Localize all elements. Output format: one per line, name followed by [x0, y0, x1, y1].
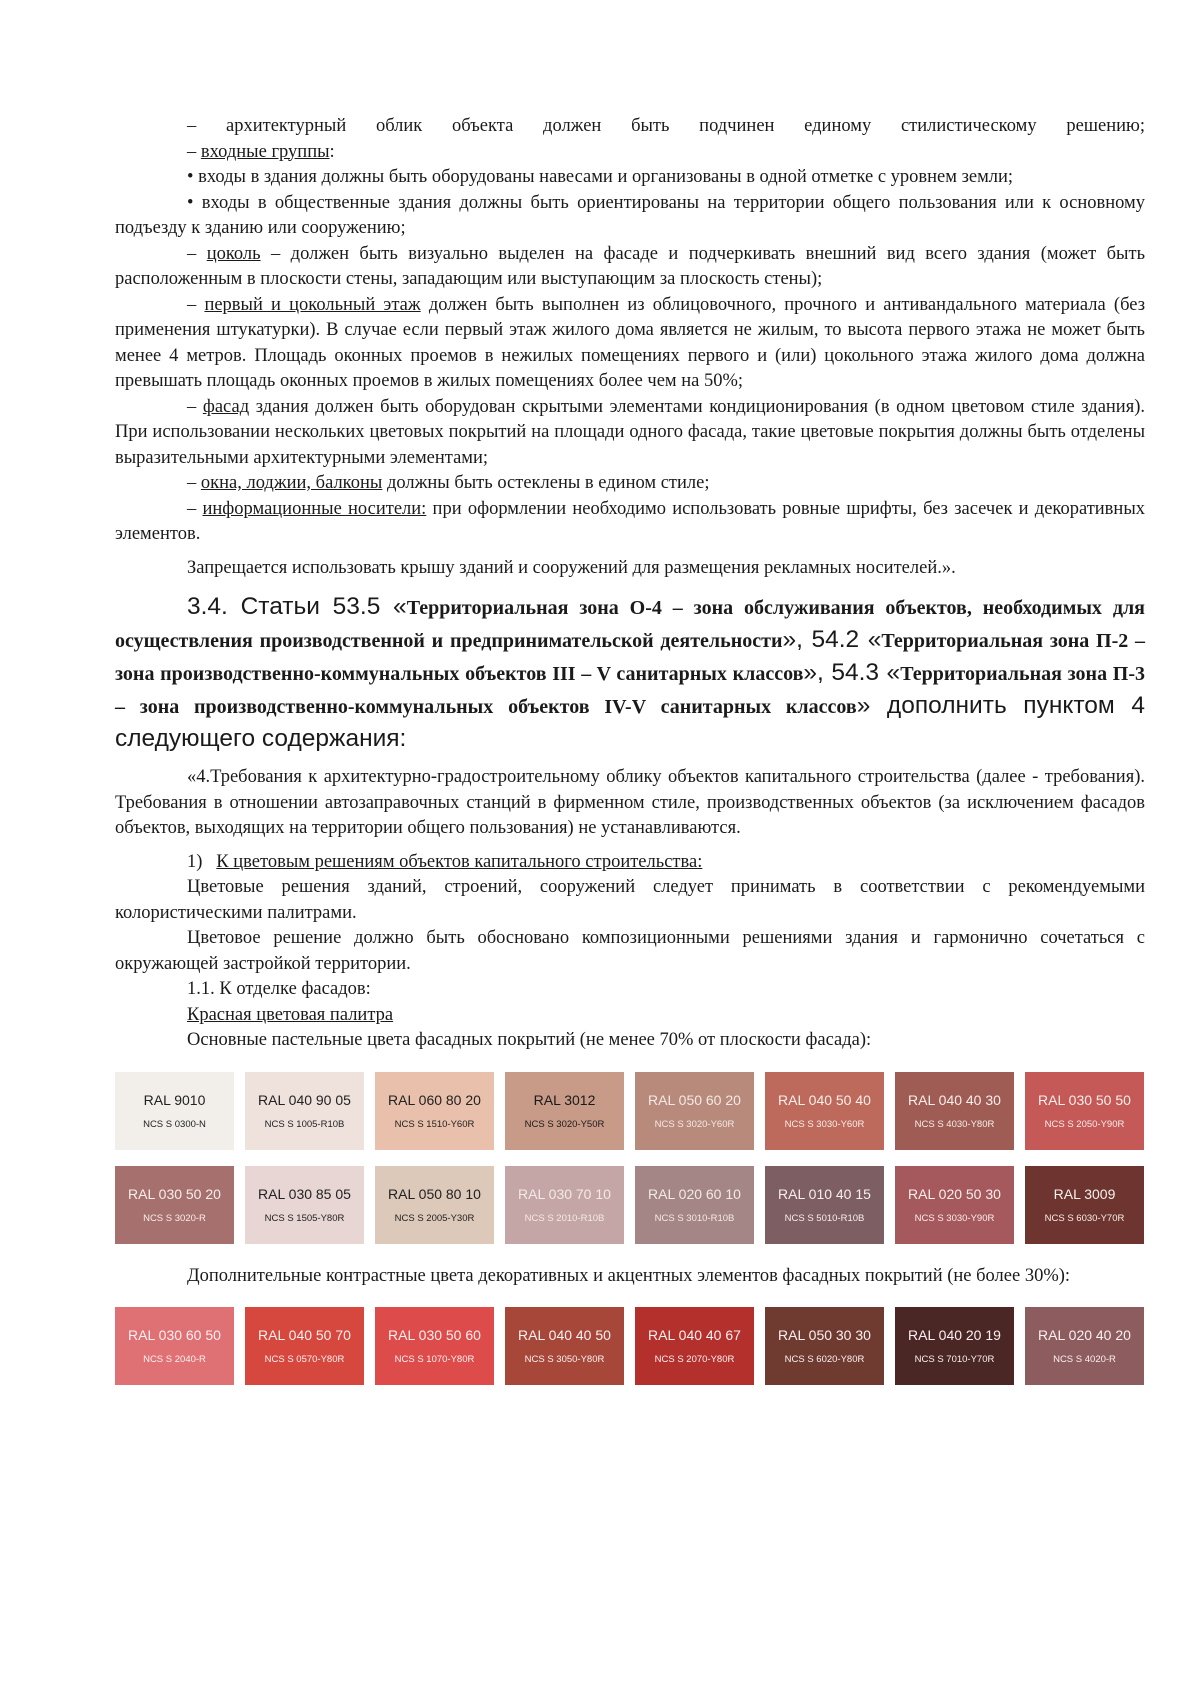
color-swatch [1025, 1072, 1144, 1150]
list-number: 1) [187, 851, 203, 872]
paragraph: – фасад здания должен быть оборудован скрытыми элементами кондиционирования (в одном цветовом стиле здания). При использовании нескольких цветовых покрытий на площади одного фасада, такие цветовые покрытия должны быть отделены выразительными архитектурными элементами; [115, 396, 1145, 468]
color-swatch [635, 1307, 754, 1385]
underlined-term: цоколь [206, 243, 261, 264]
swatch-ral-code: RAL 030 85 05 [258, 1185, 351, 1202]
underlined-term: окна, лоджии, балконы [200, 473, 383, 493]
swatch-ncs-code: NCS S 4030-Y80R [914, 1118, 995, 1130]
swatch-ncs-code: NCS S 2070-Y80R [654, 1354, 735, 1365]
paragraph [115, 1003, 1145, 1029]
color-swatch [635, 1072, 754, 1150]
paragraph: Запрещается использовать крышу зданий и сооружений для размещения рекламных носителей.». [187, 557, 956, 578]
underlined-term: Красная цветовая палитра [187, 1004, 394, 1025]
paragraph: Основные пастельные цвета фасадных покрытий (не менее 70% от плоскости фасада): [187, 1030, 872, 1050]
document-body [115, 114, 1145, 1385]
zone-title: Территориальная зона О-4 – зона обслуживания объектов, необходимых для осуществления производственной и предпринимательской деятельности [115, 597, 1145, 652]
swatch-ral-code: RAL 020 60 10 [648, 1185, 741, 1202]
swatch-ncs-code: NCS S 5010-R10B [784, 1212, 865, 1224]
swatch-ncs-code: NCS S 7010-Y70R [914, 1354, 995, 1365]
swatch-ral-code: RAL 040 50 70 [258, 1327, 351, 1343]
color-swatch [505, 1307, 624, 1385]
color-swatch [505, 1166, 624, 1244]
paragraph-text: должны быть остеклены в едином стиле; [382, 473, 710, 493]
bullet-paragraph: • входы в общественные здания должны быть ориентированы на территории общего пользования или к основному подъезду к зданию или сооружению; [115, 192, 1145, 238]
swatch-ncs-code: NCS S 2040-R [143, 1354, 206, 1365]
bullet-paragraph: • входы в здания должны быть оборудованы навесами и организованы в одной отметке с уровнем земли; [187, 167, 1014, 187]
color-swatch [765, 1166, 884, 1244]
swatch-ral-code: RAL 030 60 50 [128, 1327, 221, 1343]
color-swatch [245, 1307, 364, 1385]
paragraph: – окна, лоджии, балконы должны быть остеклены в едином стиле; [187, 473, 710, 493]
swatch-ncs-code: NCS S 0570-Y80R [264, 1354, 345, 1365]
palette-extra-row [115, 1307, 1145, 1385]
color-swatch [245, 1166, 364, 1244]
paragraph-text: : [329, 141, 335, 162]
color-swatch [115, 1166, 234, 1244]
underlined-term: первый и цокольный этаж [204, 294, 421, 315]
color-swatch [765, 1072, 884, 1150]
color-swatch [505, 1072, 624, 1150]
heading-text: 3.4. Статьи 53.5 « [187, 593, 407, 620]
swatch-ncs-code: NCS S 2050-Y90R [1044, 1118, 1125, 1130]
zone-title: Территориальная зона П-2 – зона производственно-коммунальных объектов III – V санитарных классов [115, 630, 1145, 685]
color-swatch [895, 1072, 1014, 1150]
color-swatch [765, 1307, 884, 1385]
paragraph: – информационные носители: при оформлении необходимо использовать ровные шрифты, без засечек и декоративных элементов. [115, 498, 1146, 544]
palette-main-row-2 [115, 1166, 1145, 1244]
swatch-ncs-code: NCS S 1070-Y80R [394, 1354, 475, 1365]
paragraph: 1.1. К отделке фасадов: [187, 979, 371, 999]
paragraph: – архитектурный облик объекта должен быть подчинен единому стилистическому решению; [187, 116, 1146, 136]
paragraph: – входные группы: [187, 141, 335, 162]
color-swatch [375, 1072, 494, 1150]
heading-text: », 54.2 « [782, 626, 882, 653]
color-swatch [245, 1072, 364, 1150]
paragraph: «4.Требования к архитектурно-градостроительному облику объектов капитального строительства (далее - требования). Требования в отношении автозаправочных станций в фирменном стиле, производственных объектов (за исключением фасадов объектов, выходящих на территории общего пользования) не устанавливаются. [115, 767, 1145, 838]
color-swatch [895, 1166, 1014, 1244]
swatch-ncs-code: NCS S 0300-N [143, 1118, 206, 1130]
zone-title: Территориальная зона П-3 – зона производственно-коммунальных объектов IV-V санитарных классов [115, 663, 1145, 718]
heading-text: » дополнить пунктом 4 следующего содержания: [115, 692, 1145, 752]
swatch-ncs-code: NCS S 1505-Y80R [264, 1212, 345, 1224]
swatch-ncs-code: NCS S 2010-R10B [524, 1212, 605, 1224]
underlined-term: входные группы [200, 141, 330, 162]
swatch-ral-code: RAL 040 40 67 [648, 1327, 741, 1343]
swatch-ncs-code: NCS S 3030-Y90R [914, 1212, 995, 1224]
swatch-ncs-code: NCS S 3050-Y80R [524, 1354, 605, 1365]
swatch-ncs-code: NCS S 6030-Y70R [1044, 1212, 1125, 1224]
swatch-ral-code: RAL 030 50 20 [128, 1185, 221, 1202]
swatch-ral-code: RAL 3009 [1053, 1185, 1116, 1202]
swatch-ncs-code: NCS S 1510-Y60R [394, 1118, 475, 1130]
paragraph: Цветовые решения зданий, строений, сооружений следует принимать в соответствии с рекомендуемыми колористическими палитрами. [115, 877, 1145, 923]
swatch-ral-code: RAL 030 70 10 [518, 1185, 611, 1202]
numbered-heading [115, 850, 1145, 876]
swatch-ral-code: RAL 050 30 30 [778, 1327, 871, 1343]
swatch-ral-code: RAL 040 40 30 [908, 1091, 1001, 1108]
swatch-ral-code: RAL 020 40 20 [1038, 1327, 1131, 1343]
paragraph: Цветовое решение должно быть обосновано композиционными решениями здания и гармонично сочетаться с окружающей застройкой территории. [115, 928, 1145, 974]
swatch-ncs-code: NCS S 3020-Y50R [524, 1118, 605, 1130]
swatch-ncs-code: NCS S 3020-Y60R [654, 1118, 735, 1130]
swatch-ral-code: RAL 020 50 30 [908, 1185, 1001, 1202]
color-swatch [375, 1166, 494, 1244]
swatch-ncs-code: NCS S 6020-Y80R [784, 1354, 865, 1365]
swatch-ral-code: RAL 010 40 15 [778, 1185, 871, 1202]
swatch-ral-code: RAL 3012 [533, 1091, 596, 1108]
swatch-ncs-code: NCS S 3030-Y60R [784, 1118, 865, 1130]
swatch-ral-code: RAL 040 50 40 [778, 1091, 871, 1108]
swatch-ral-code: RAL 030 50 60 [388, 1327, 481, 1343]
paragraph: – первый и цокольный этаж должен быть выполнен из облицовочного, прочного и антивандального материала (без применения штукатурки). В случае если первый этаж жилого дома является не жилым, то высота первого этажа не может быть менее 4 метров. Площадь оконных проемов в нежилых помещениях первого и (или) цокольного этажа жилого дома должна превышать площадь оконных проемов в жилых помещениях более чем на 50%; [115, 294, 1145, 391]
underlined-term: К цветовым решениям объектов капитального строительства: [216, 851, 703, 872]
paragraph-text: входы в здания должны быть оборудованы навесами и организованы в одной отметке с уровнем земли; [198, 167, 1014, 187]
color-swatch [375, 1307, 494, 1385]
color-swatch [115, 1072, 234, 1150]
color-swatch [1025, 1166, 1144, 1244]
color-swatch [895, 1307, 1014, 1385]
paragraph-text: входы в общественные здания должны быть ориентированы на территории общего пользования или к основному подъезду к зданию или сооружению; [115, 192, 1145, 238]
color-swatch [635, 1166, 754, 1244]
swatch-ral-code: RAL 040 90 05 [258, 1091, 351, 1108]
paragraph-text: – должен быть визуально выделен на фасаде и подчеркивать внешний вид всего здания (может быть расположенным в плоскости стены, западающим или выступающим за плоскость стены); [115, 243, 1146, 289]
section-heading [115, 591, 1145, 755]
swatch-ral-code: RAL 060 80 20 [388, 1091, 481, 1108]
paragraph-text: архитектурный облик объекта должен быть подчинен единому стилистическому решению; [226, 116, 1146, 136]
swatch-ral-code: RAL 030 50 50 [1038, 1091, 1131, 1108]
paragraph-text: здания должен быть оборудован скрытыми элементами кондиционирования (в одном цветовом стиле здания). При использовании нескольких цветовых покрытий на площади одного фасада, такие цветовые покрытия должны быть отделены выразительными архитектурными элементами; [115, 396, 1145, 468]
swatch-ral-code: RAL 050 80 10 [388, 1185, 481, 1202]
swatch-ral-code: RAL 050 60 20 [648, 1091, 741, 1108]
underlined-term: фасад [202, 396, 250, 417]
swatch-ral-code: RAL 040 20 19 [908, 1327, 1001, 1343]
paragraph-text: должен быть выполнен из облицовочного, прочного и антивандального материала (без применения штукатурки). В случае если первый этаж жилого дома является не жилым, то высота первого этажа не может быть менее 4 метров. Площадь оконных проемов в нежилых помещениях первого и (или) цокольного этажа жилого дома должна превышать площадь оконных проемов в жилых помещениях более чем на 50%; [115, 294, 1145, 391]
color-swatch [115, 1307, 234, 1385]
palette-main-row-1 [115, 1072, 1145, 1150]
paragraph: Дополнительные контрастные цвета декоративных и акцентных элементов фасадных покрытий (не более 30%): [187, 1265, 1071, 1286]
swatch-ncs-code: NCS S 1005-R10B [264, 1118, 345, 1130]
underlined-term: информационные носители: [202, 498, 427, 519]
heading-text: », 54.3 « [803, 659, 901, 686]
swatch-ral-code: RAL 040 40 50 [518, 1327, 611, 1343]
color-swatch [1025, 1307, 1144, 1385]
swatch-ncs-code: NCS S 4020-R [1053, 1354, 1116, 1365]
paragraph-text: при оформлении необходимо использовать ровные шрифты, без засечек и декоративных элементов. [115, 498, 1146, 544]
paragraph: – цоколь – должен быть визуально выделен на фасаде и подчеркивать внешний вид всего здания (может быть расположенным в плоскости стены, западающим или выступающим за плоскость стены); [115, 243, 1146, 289]
swatch-ncs-code: NCS S 2005-Y30R [394, 1212, 475, 1224]
swatch-ncs-code: NCS S 3020-R [143, 1212, 206, 1224]
swatch-ncs-code: NCS S 3010-R10B [654, 1212, 735, 1224]
swatch-ral-code: RAL 9010 [143, 1091, 206, 1108]
